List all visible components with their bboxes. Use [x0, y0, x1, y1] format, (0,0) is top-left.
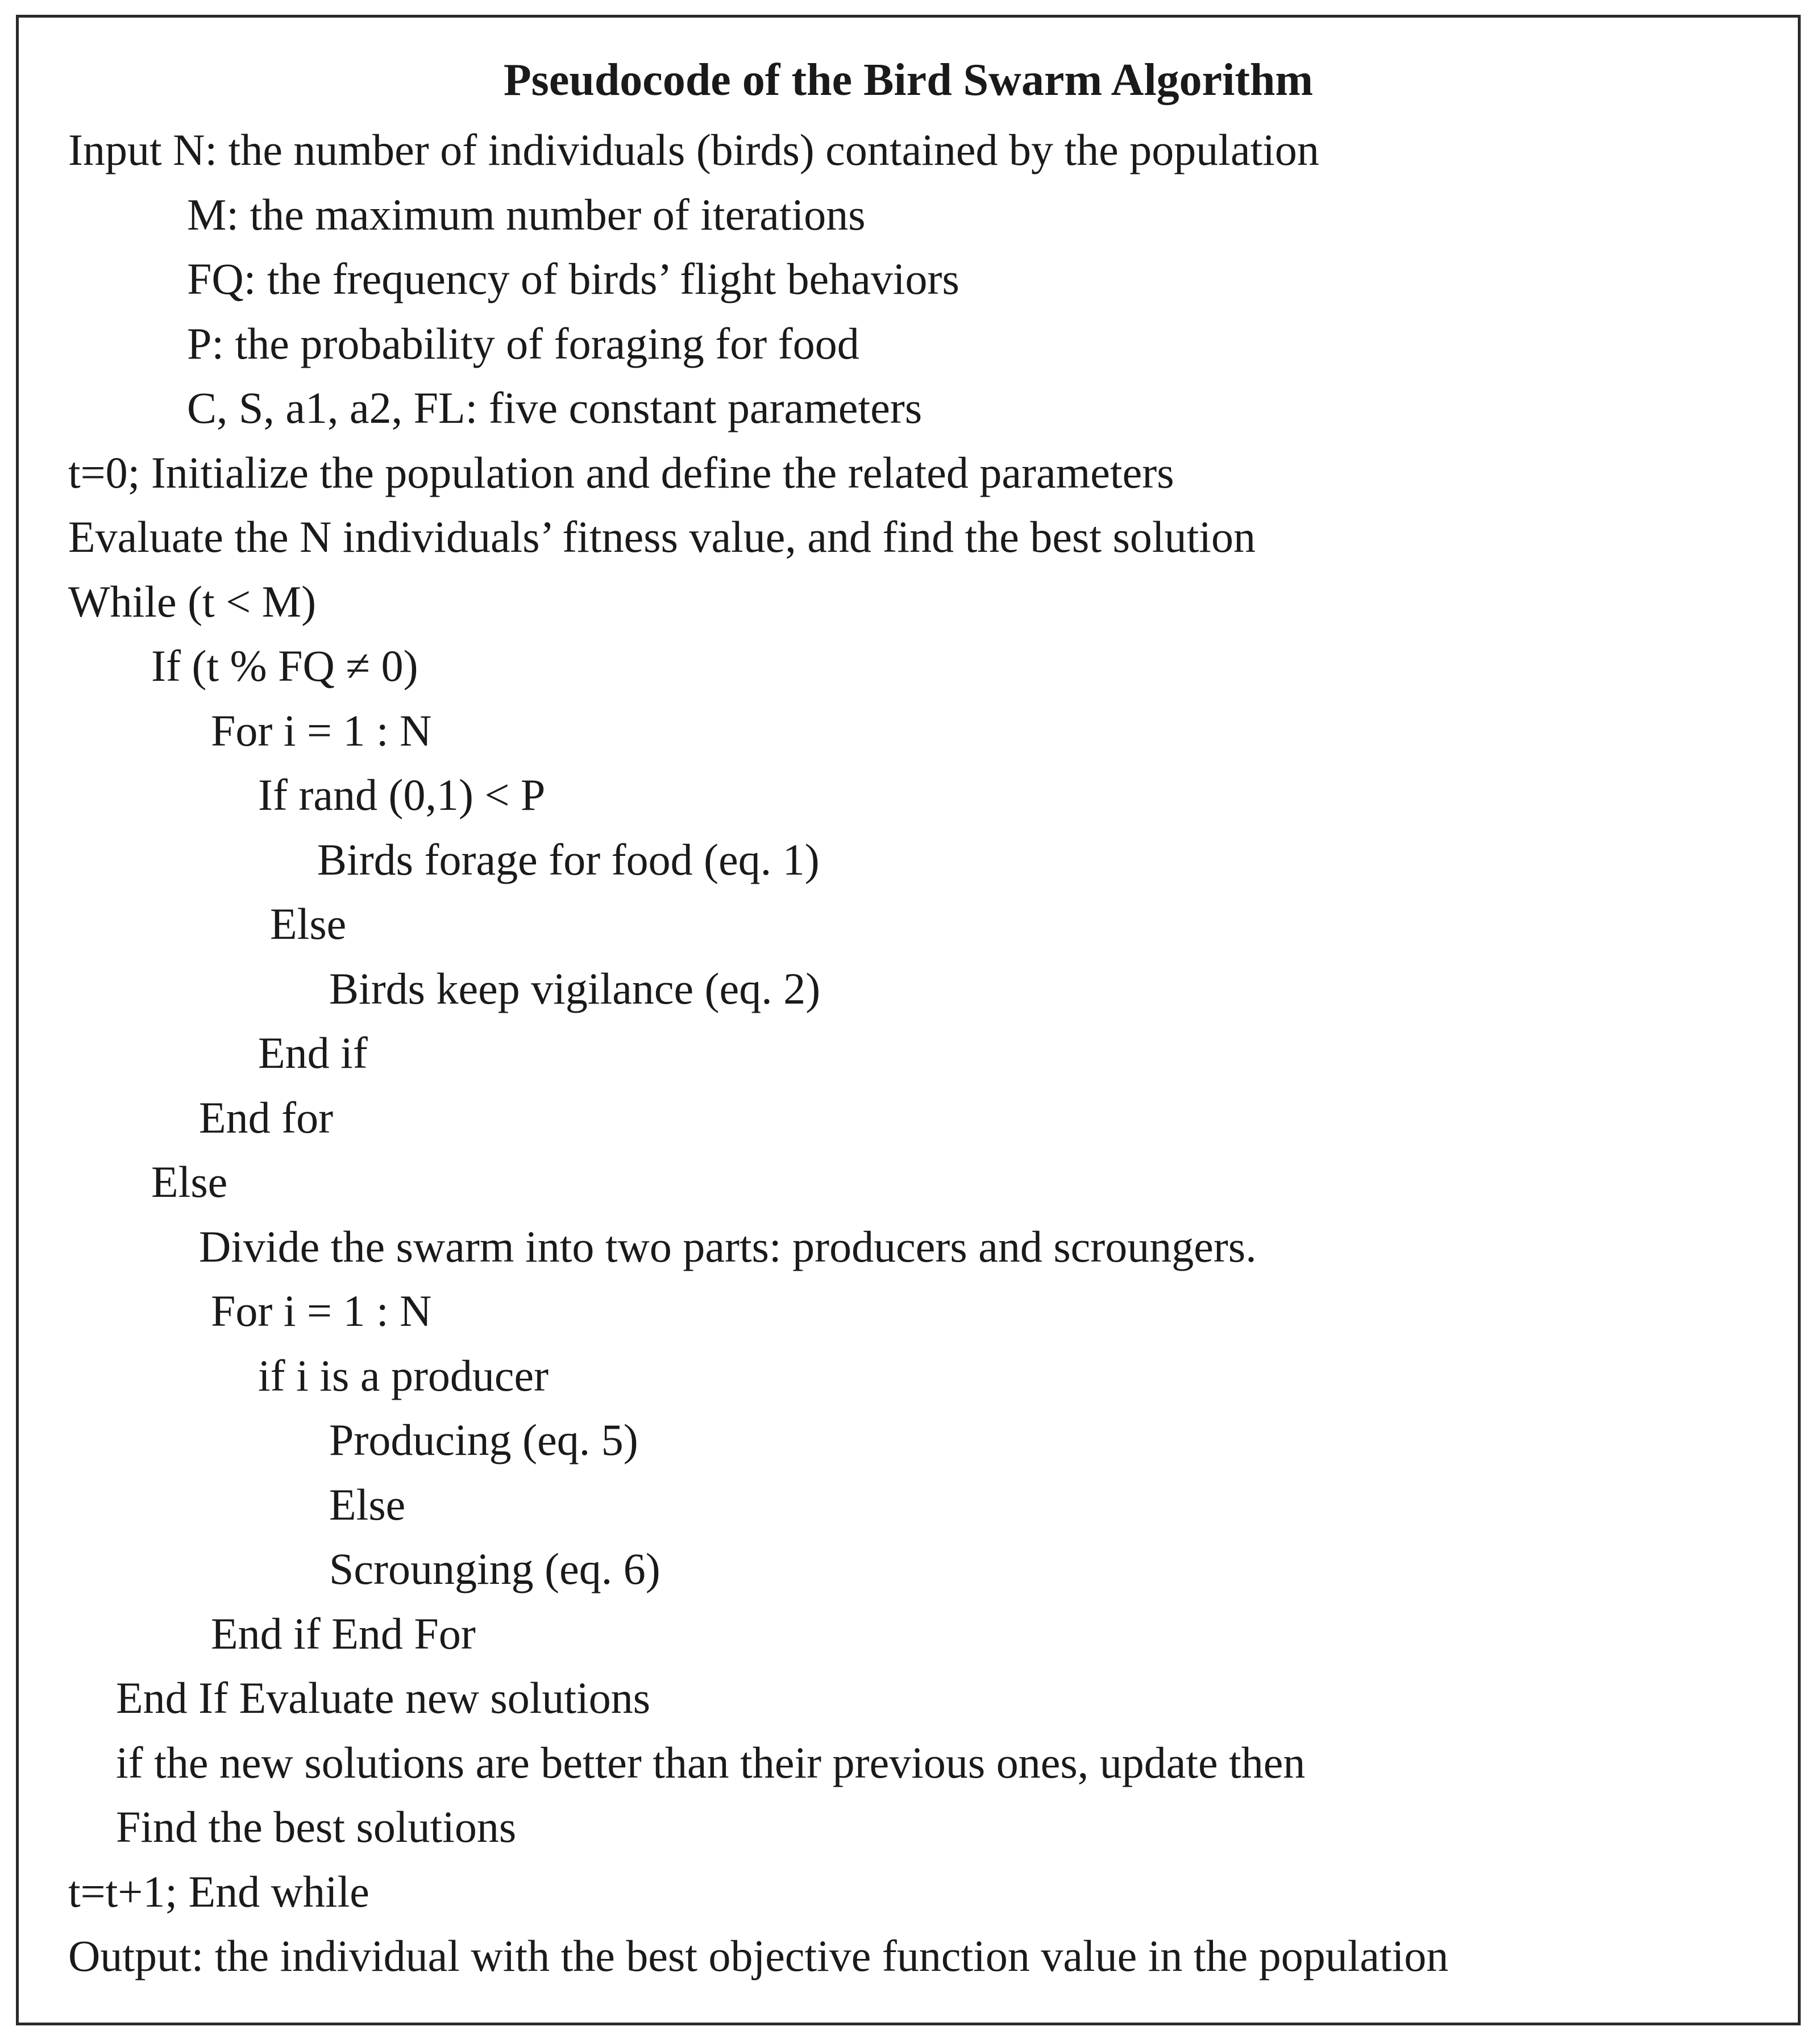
code-line-output: Output: the individual with the best objective function value in the population — [68, 1931, 1449, 1980]
pseudocode-title: Pseudocode of the Bird Swarm Algorithm — [503, 55, 1314, 105]
code-line-input-p: P: the probability of foraging for food — [187, 319, 859, 368]
code-line-while: While (t < M) — [68, 577, 317, 626]
code-line-divide-swarm: Divide the swarm into two parts: producers and scroungers. — [199, 1222, 1257, 1271]
code-line-end-if-1: End if — [258, 1028, 368, 1077]
code-line-input-fq: FQ: the frequency of birds’ flight behaviors — [187, 254, 959, 303]
code-line-else-3: Else — [329, 1480, 406, 1529]
code-line-else-2: Else — [151, 1157, 228, 1206]
pseudocode-box — [16, 15, 1801, 2025]
code-line-input-constants: C, S, a1, a2, FL: five constant parameters — [187, 383, 923, 432]
code-line-input-m: M: the maximum number of iterations — [187, 190, 866, 239]
code-line-input-n: Input N: the number of individuals (birds) contained by the population — [68, 125, 1319, 174]
code-line-for-1: For i = 1 : N — [211, 706, 432, 755]
code-line-producing: Producing (eq. 5) — [329, 1415, 638, 1464]
code-line-evaluate: Evaluate the N individuals’ fitness value, and find the best solution — [68, 512, 1256, 561]
code-line-end-for-1: End for — [199, 1093, 334, 1142]
code-line-for-2: For i = 1 : N — [211, 1286, 432, 1335]
code-line-forage: Birds forage for food (eq. 1) — [317, 835, 820, 884]
code-line-end-while: t=t+1; End while — [68, 1867, 369, 1916]
code-line-else-1: Else — [270, 899, 347, 948]
code-line-initialize: t=0; Initialize the population and define the related parameters — [68, 448, 1174, 497]
code-line-update: if the new solutions are better than their previous ones, update then — [116, 1738, 1306, 1787]
code-line-scrounging: Scrounging (eq. 6) — [329, 1544, 660, 1593]
code-line-if-rand: If rand (0,1) < P — [258, 770, 546, 819]
code-line-if-producer: if i is a producer — [258, 1351, 549, 1400]
code-line-vigilance: Birds keep vigilance (eq. 2) — [329, 964, 821, 1013]
code-line-if-fq: If (t % FQ ≠ 0) — [151, 641, 418, 690]
code-line-find-best: Find the best solutions — [116, 1802, 517, 1851]
code-line-end-if-end-for: End if End For — [211, 1609, 476, 1658]
code-line-end-if-evaluate: End If Evaluate new solutions — [116, 1673, 651, 1722]
